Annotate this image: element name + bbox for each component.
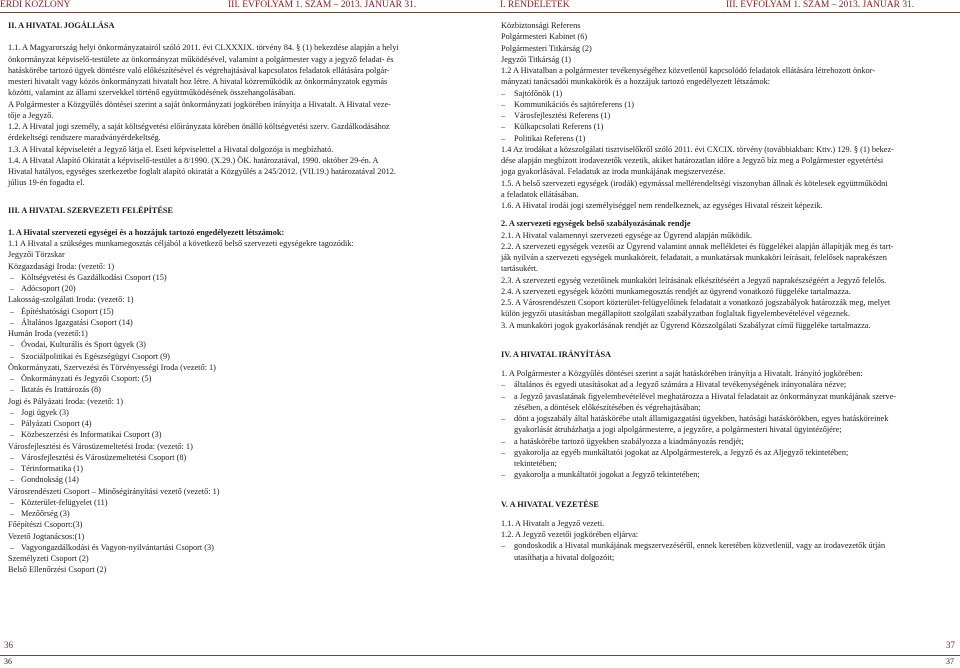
paragraph-line: külön jegyzői utasításban megállapított szolgálati szabályzatban foglaltak figyelembevételével végeznek.	[501, 309, 851, 319]
list-item: Humán Iroda (vezető:1)	[8, 329, 88, 338]
list-item-continuation: zésében, a döntések előkészítésében és végrehajtásában;	[514, 402, 701, 412]
page-header-right	[480, 0, 960, 13]
list-item: – Költségvetési és Gazdálkodási Csoport (15)	[8, 272, 439, 283]
list-item: – általános és egyedi utasításokat ad a Jegyző számára a Hivatal tevékenységének irányonalára nézve;	[501, 379, 948, 390]
list-item: Jegyzői Törzskar	[8, 250, 65, 260]
list-item: Városrendészeti Csoport – Minőségirányítási vezető (vezető: 1)	[8, 486, 220, 496]
list-item: – Szociálpolitikai és Egészségügyi Csoport (9)	[8, 351, 439, 362]
paragraph-line: dése alapján megbízott irodavezetők vezetik, akiket határozatlan időre a Jegyző bíz meg a Polgármester egyetértési	[501, 156, 884, 165]
list-item: – Adócsoport (20)	[8, 283, 439, 294]
paragraph-line: 1.2 A Hivatalban a polgármester tevékenységéhez közvetlenül kapcsolódó feladatok ellátására létrehozott önkor-	[501, 66, 875, 75]
issue-info: III. ÉVFOLYAM 1. SZÁM – 2013. JANUÁR 31.	[228, 0, 417, 10]
list-item: – Politikai Referens (1)	[501, 133, 948, 144]
paragraph-line: a feladatok ellátásában.	[501, 189, 579, 199]
list-item: Jegyzői Titkárság (1)	[501, 54, 572, 64]
paragraph-line: 1. A Polgármester a Közgyűlés döntései szerint a saját hatáskörében irányítja a Hivatalt. Irányító jogkörében:	[501, 369, 863, 378]
paragraph-line: joga gyakorlásával. Feladatuk az iroda munkájának megszervezése.	[501, 167, 726, 177]
list-item: – Külkapcsolati Referens (1)	[501, 121, 948, 132]
list-item: – Mezőőrség (3)	[8, 508, 439, 519]
list-item: – dönt a jogszabály által hatáskörébe utalt államigazgatási ügyekben, hatósági hatáskörökben, egyes hatásköreinek	[501, 413, 948, 424]
list-item: Közgazdasági Iroda: (vezető: 1)	[8, 261, 115, 271]
paragraph-line: ják nyilván a szervezeti egységek munkaköreit, feladatait, a munkatársak munkaköri leírásait, felelősek naprakészen	[501, 253, 887, 262]
list-item: Személyzeti Csoport (2)	[8, 554, 89, 563]
paragraph-line: július 19-én fogadta el.	[8, 178, 85, 188]
list-item: Belső Ellenőrzési Csoport (2)	[8, 565, 107, 575]
section-heading: V. A HIVATAL VEZETÉSE	[501, 499, 599, 509]
list-item: – Vagyongazdálkodási és Vagyon-nyilvántartási Csoport (3)	[8, 542, 439, 553]
paragraph-line: mányzati tanácsadói munkakörök és a hozzájuk tartozó engedélyezett létszámok:	[501, 77, 771, 87]
list-item: – Közterület-felügyelet (11)	[8, 497, 439, 508]
page-marker: 36	[4, 640, 13, 650]
paragraph-line: Hivatal hatályos, egységes szerkezetbe foglalt alapító okiratát a Közgyűlés a 245/2012. (VII.19.) határozatával 2012.	[8, 167, 396, 176]
list-item: – Sajtófőnök (1)	[501, 88, 948, 99]
paragraph-line: A Polgármester a Közgyűlés döntései szerint a saját önkormányzati jogkörében irányítja a Hivatalt. A Hivatal veze-	[8, 99, 391, 109]
paragraph-line: közötti, valamint az állami szervekkel történő együttműködésének összehangolásában.	[8, 88, 296, 98]
list-item: Lakosság-szolgálati Iroda: (vezető: 1)	[8, 295, 134, 305]
page-right	[480, 0, 960, 668]
list-item: – Gondnokság (14)	[8, 474, 439, 485]
section-heading: III. A HIVATAL SZERVEZETI FELÉPÍTÉSE	[8, 205, 174, 215]
list-item: – gyakorolja az egyéb munkáltatói jogokat az Alpolgármesterek, a Jegyző és az Aljegyző tekintetében;	[501, 447, 948, 458]
list-item: Polgármesteri Kabinet (6)	[501, 32, 588, 42]
list-item: – Önkormányzati és Jegyzői Csoport: (5)	[8, 373, 439, 384]
paragraph-line: 3. A munkaköri jogok gyakorlásának rendjét az Ügyrend Közszolgálati Szabályzat című függeléke tartalmazza.	[501, 320, 871, 330]
list-item: – Iktatás és Irattározás (8)	[8, 384, 439, 395]
paragraph-line: tartásukért.	[501, 264, 539, 274]
paragraph-line: 1.1. A Hivatalt a Jegyző vezeti.	[501, 518, 605, 528]
list-item: – gondoskodik a Hivatal munkájának megszervezéséről, ennek keretében közvetlenül, vagy az irodavezetők útján	[501, 540, 948, 551]
list-item: Vezető Jogtanácsos:(1)	[8, 531, 85, 541]
page-footer-left	[0, 655, 480, 668]
journal-title: ÉRDI KÖZLÖNY	[0, 0, 71, 10]
paragraph-line: 1.4. A Hivatal Alapító Okiratát a képviselő-testület a 8/1990. (X.29.) ÖK. határozatával, 1990. október 29-én. A	[8, 155, 379, 165]
list-item: – Pályázati Csoport (4)	[8, 418, 439, 429]
page-number: 36	[4, 657, 12, 666]
subsection-heading: 2. A szervezeti egységek belső szabályozásának rendje	[501, 219, 691, 229]
page-marker: 37	[946, 640, 955, 650]
issue-info: III. ÉVFOLYAM 1. SZÁM – 2013. JANUÁR 31.	[726, 0, 915, 10]
list-item: – a Jegyző javaslatának figyelembevételével meghatározza a Hivatal feladatait az önkormányzat munkájának szerve-	[501, 391, 948, 402]
text-column-right	[501, 20, 948, 563]
paragraph-line: érdekeltségi rendszere maradványérdekeltség.	[8, 133, 161, 143]
paragraph-line: 1.2. A Hivatal jogi személy, a saját költségvetési előirányzata körében önálló költségvetési szerv. Gazdálkodásához	[8, 122, 390, 131]
section-heading: II. A HIVATAL JOGÁLLÁSA	[8, 21, 115, 30]
text-column-left	[8, 20, 439, 576]
paragraph-line: 1.5. A belső szervezeti egységek (irodák) egymással mellérendeltségi viszonyban állnak és kötelesek együttműködni	[501, 178, 888, 188]
list-item: Polgármesteri Titkárság (2)	[501, 43, 592, 53]
paragraph-line: 2.5. A Városrendészeti Csoport közterület-felügyelőinek feladatait a vonatkozó jogszabályok határozzák meg, melyet	[501, 298, 891, 307]
list-item: – gyakorolja a munkáltatói jogokat a Jegyző tekintetében;	[501, 469, 948, 480]
list-item: – Térinformatika (1)	[8, 463, 439, 474]
subsection-heading: 1. A Hivatal szervezeti egységei és a hozzájuk tartozó engedélyezett létszámok:	[8, 227, 285, 237]
paragraph-line: 1.1 A Hivatal a szükséges munkamegosztás céljából a következő belső szervezeti egységekre tagozódik:	[8, 239, 354, 248]
paragraph-line: hatáskörébe tartozó ügyek döntésre való előkészítésével és végrehajtásával kapcsolatos feladatok ellátására polgár-	[8, 65, 390, 75]
list-item: – Jogi ügyek (3)	[8, 407, 439, 418]
paragraph-line: 1.2. A Jegyző vezetői jogkörében eljárva:	[501, 530, 639, 539]
list-item-continuation: utasíthatja a hivatal dolgozóit;	[514, 552, 615, 562]
paragraph-line: mesteri hivatalt vagy közös önkormányzati hivatalt hoz létre. A hivatal közreműködik az önkormányzatok egymás	[8, 77, 388, 86]
paragraph-line: 2.4. A szervezeti egységek közötti munkamegosztás rendjét az ügyrend vonatkozó függeléke tartalmazza.	[501, 286, 851, 296]
paragraph-line: önkormányzat képviselő-testülete az önkormányzat működésével, valamint a polgármester vagy a jegyző feladat- és	[8, 54, 394, 64]
paragraph-line: 1.6. A Hivatal irodái jogi személyiséggel nem rendelkeznek, az egységes Hivatal részeit képezik.	[501, 201, 823, 210]
paragraph-line: tője a Jegyző.	[8, 110, 54, 120]
paragraph-line: 1.4 Az irodákat a közszolgálati tisztviselőkről szóló 2011. évi CXCIX. törvény (továbbiakban: Kttv.) 129. § (1) bekez-	[501, 144, 894, 154]
page-number: 37	[946, 657, 954, 666]
paragraph-line: 2.2. A szervezeti egységek vezetői az Ügyrend valamint annak mellékletei és függelékei alapján állapítják meg és tart-	[501, 241, 894, 251]
list-item: – Építéshatósági Csoport (15)	[8, 306, 439, 317]
list-item: – Óvodai, Kulturális és Sport ügyek (3)	[8, 339, 439, 350]
paragraph-line: 1.1. A Magyarország helyi önkormányzatairól szóló 2011. évi CLXXXIX. törvény 84. § (1) bekezdése alapján a helyi	[8, 43, 399, 53]
list-item: Önkormányzati, Szervezési és Törvényességi Iroda (vezető: 1)	[8, 362, 216, 372]
list-item: Jogi és Pályázati Iroda: (vezető: 1)	[8, 396, 123, 406]
list-item: – Kommunikációs és sajtóreferens (1)	[501, 99, 948, 110]
list-item: – Városfejlesztési és Városüzemeltetési Csoport (8)	[8, 452, 439, 463]
list-item-continuation: tekintetében;	[514, 459, 557, 468]
paragraph-line: 1.3. A Hivatal képviseletét a Jegyző látja el. Eseti képviselettel a Hivatal dolgozója is megbízható.	[8, 144, 334, 154]
list-item: – a hatáskörébe tartozó ügyekben szabályozza a kiadmányozás rendjét;	[501, 436, 948, 447]
page-header-left	[0, 0, 480, 13]
paragraph-line: 2.3. A szervezeti egység vezetőinek munkaköri leírásának elkészítéséért a Jegyző naprakészségéért a Jegyző felelős.	[501, 275, 887, 285]
section-title: I. RENDELETEK	[500, 0, 570, 10]
list-item-continuation: gyakorlását átruházhatja a jogi alpolgármesterre, a jegyzőre, a polgármesteri hivatal ügyintézőjére;	[514, 425, 842, 435]
section-heading: IV. A HIVATAL IRÁNYÍTÁSA	[501, 349, 612, 359]
list-item: Közbiztonsági Referens	[501, 21, 581, 30]
page-footer-right	[480, 655, 960, 668]
list-item: – Általános Igazgatási Csoport (14)	[8, 317, 439, 328]
list-item: Városfejlesztési és Városüzemeltetési Iroda: (vezető: 1)	[8, 441, 193, 451]
list-item: Főépítészi Csoport:(3)	[8, 520, 83, 530]
paragraph-line: 2.1. A Hivatal valamennyi szervezeti egysége az Ügyrend alapján működik.	[501, 230, 753, 240]
list-item: – Közbeszerzési és Informatikai Csoport (3)	[8, 429, 439, 440]
list-item: – Városfejlesztési Referens (1)	[501, 110, 948, 121]
